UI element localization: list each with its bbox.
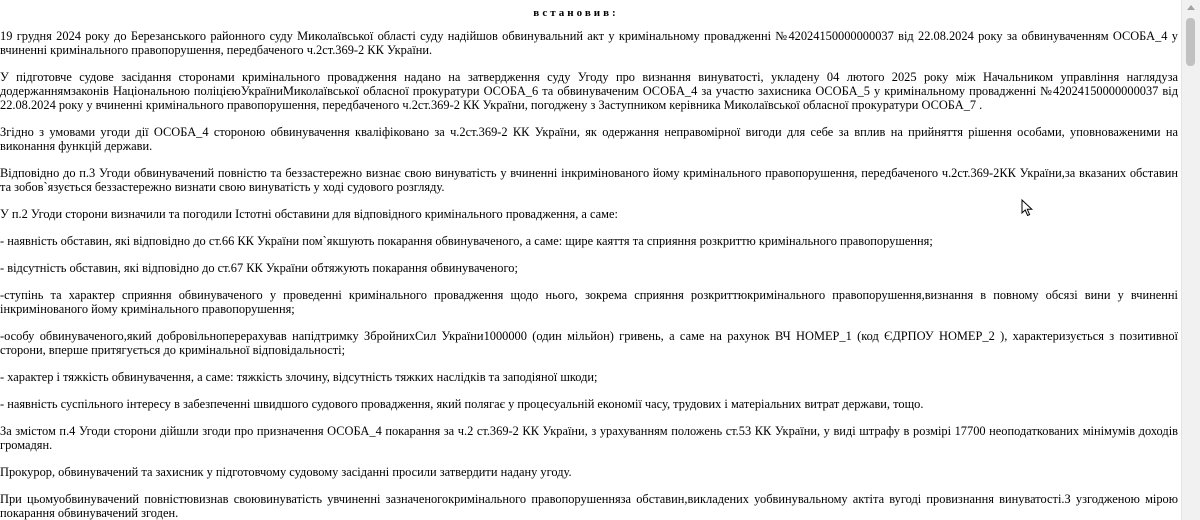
- paragraph-1: 19 грудня 2024 року до Березанського районного суду Миколаївської області суду надійшов обвинувальний акт у кримінальному провадженні №42024150000000037 від 22.08.2024 року за обвинуваченням ОСОБА_4 у вчиненні кримінального правопорушення, передбаченого ч.2ст.369-2 КК України.: [0, 29, 1178, 57]
- paragraph-13: Прокурор, обвинувачений та захисник у підготовчому судовому засіданні просили затвердити надану угоду.: [0, 465, 572, 479]
- paragraph-6: - наявність обставин, які відповідно до ст.66 КК України пом`якшують покарання обвинуваченого, а саме: щире каяття та сприяння розкриттю кримінального правопорушення;: [0, 234, 933, 248]
- paragraph-10: - характер і тяжкість обвинувачення, а саме: тяжкість злочину, відсутність тяжких наслідків та заподіяної шкоди;: [0, 370, 598, 384]
- paragraph-9: -особу обвинуваченого,який добровільноперерахував напідтримку ЗбройнихСил України1000000 (один мільйон) гривень, а саме на рахунок ВЧ НОМЕР_1 (код ЄДРПОУ НОМЕР_2 ), характеризується з позитивної сторони, вперше притягується до кримінальної відповідальності;: [0, 329, 1178, 357]
- paragraph-5: У п.2 Угоди сторони визначили та погодили Істотні обставини для відповідного кримінального провадження, а саме:: [0, 207, 618, 221]
- paragraph-3: Згідно з умовами угоди дії ОСОБА_4 стороною обвинувачення кваліфіковано за ч.2ст.369-2 КК України, як одержання неправомірної вигоди для себе за вплив на прийняття рішення особами, уповноваженими на виконання функцій держави.: [0, 125, 1178, 153]
- paragraph-2: У підготовче судове засідання сторонами кримінального провадження надано на затвердження суду Угоду про визнання винуватості, укладену 04 лютого 2025 року між Начальником управління наглядуза додержаннямзаконів Національною поліцієюУкраїниМиколаївської обласної прокуратури ОСОБА_6 та обвинуваченим ОСОБА_4 за участю захисника ОСОБА_5 у кримінальному провадженні №42024150000000037 від 22.08.2024 року у вчиненні кримінального правопорушення, передбаченого ч.2ст.369-2 КК України, погоджену з Заступником керівника Миколаївської обласної прокуратури ОСОБА_7 .: [0, 70, 1178, 112]
- paragraph-8: -ступінь та характер сприяння обвинуваченого у проведенні кримінального провадження щодо нього, зокрема сприяння розкриттюкримінального правопорушення,визнання в повному обсязі вини у вчиненні інкримінованого йому кримінального правопорушення;: [0, 288, 1178, 316]
- paragraph-12: За змістом п.4 Угоди сторони дійшли згоди про призначення ОСОБА_4 покарання за ч.2 ст.369-2 КК України, з урахуванням положень ст.53 КК України, у виді штрафу в розмірі 17700 неоподаткованих мінімумів доходів громадян.: [0, 424, 1178, 452]
- paragraph-14: При цьомуобвинувачений повністювизнав своювинуватість увчиненні зазначеногокримінального правопорушенняза обставин,викладених уобвинувальному актіта вугоді провизнання винуватості.З узгодженою мірою покарання обвинувачений згоден.: [0, 492, 1178, 520]
- paragraph-7: - відсутність обставин, які відповідно до ст.67 КК України обтяжують покарання обвинуваченого;: [0, 261, 518, 275]
- scrollbar-thumb[interactable]: [1186, 18, 1195, 66]
- paragraph-11: - наявність суспільного інтересу в забезпеченні швидшого судового провадження, який полягає у процесуальній економії часу, трудових і матеріальних витрат держави, тощо.: [0, 397, 924, 411]
- section-heading: встановив:: [533, 7, 619, 19]
- vertical-scrollbar[interactable]: [1181, 0, 1200, 520]
- paragraph-4: Відповідно до п.3 Угоди обвинувачений повністю та беззастережно визнає свою винуватість у вчиненні інкримінованого йому кримінального правопорушення, передбаченого ч.2ст.369-2КК України,за вказаних обставин та зобов`язується беззастережно визнати свою винуватість у ході судового розгляду.: [0, 166, 1178, 194]
- scroll-up-arrow-icon[interactable]: [1187, 5, 1195, 10]
- mouse-pointer-icon: [1021, 199, 1035, 217]
